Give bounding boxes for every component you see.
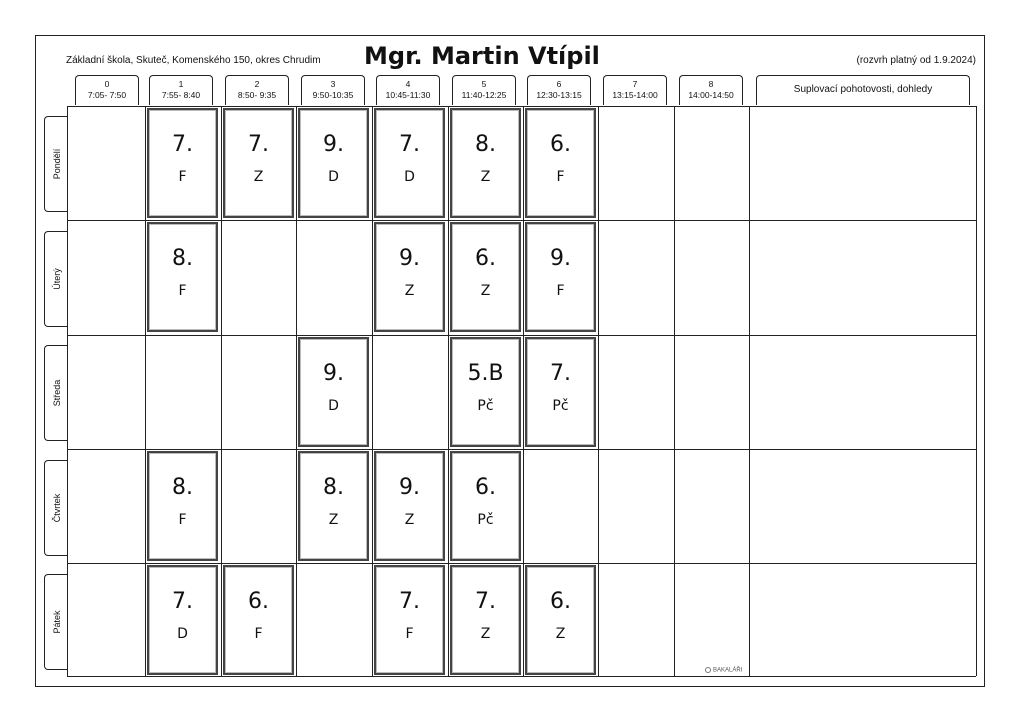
lesson-cell[interactable] bbox=[450, 451, 521, 561]
grid-line-horizontal bbox=[67, 563, 976, 564]
period-time: 11:40-12:25 bbox=[461, 90, 507, 100]
lesson-class: 7. bbox=[550, 361, 571, 386]
period-number: 5 bbox=[481, 79, 487, 89]
period-number: 7 bbox=[632, 79, 638, 89]
grid-line-vertical bbox=[598, 106, 599, 676]
lesson-class: 6. bbox=[248, 589, 269, 614]
period-time: 13:15-14:00 bbox=[612, 90, 658, 100]
period-time: 7:55- 8:40 bbox=[161, 90, 201, 100]
grid-line-horizontal bbox=[67, 106, 976, 107]
logo-icon bbox=[705, 667, 711, 673]
lesson-subject: Pč bbox=[477, 398, 494, 414]
period-number: 8 bbox=[708, 79, 714, 89]
day-name: Středa bbox=[51, 379, 62, 407]
lesson-cell[interactable] bbox=[525, 222, 596, 332]
lesson-subject: D bbox=[328, 398, 339, 414]
lesson-cell[interactable] bbox=[298, 451, 369, 561]
lesson-class: 9. bbox=[550, 246, 571, 271]
lesson-cell[interactable] bbox=[450, 565, 521, 675]
lesson-subject: Pč bbox=[477, 512, 494, 528]
validity-note: (rozvrh platný od 1.9.2024) bbox=[856, 55, 976, 66]
lesson-cell[interactable] bbox=[450, 337, 521, 447]
grid-line-vertical bbox=[372, 106, 373, 676]
school-name: Základní škola, Skuteč, Komenského 150, okres Chrudim bbox=[66, 55, 321, 66]
day-name: Pátek bbox=[51, 610, 62, 634]
lesson-cell[interactable] bbox=[374, 222, 445, 332]
lesson-class: 9. bbox=[323, 132, 344, 157]
lesson-subject: F bbox=[254, 626, 263, 642]
lesson-subject: Z bbox=[404, 283, 415, 299]
lesson-cell[interactable] bbox=[525, 337, 596, 447]
lesson-class: 7. bbox=[248, 132, 269, 157]
lesson-cell[interactable] bbox=[374, 451, 445, 561]
lesson-subject: F bbox=[556, 169, 565, 185]
lesson-class: 7. bbox=[172, 589, 193, 614]
grid-line-vertical bbox=[67, 106, 68, 676]
period-number: 3 bbox=[330, 79, 336, 89]
grid-line-vertical bbox=[145, 106, 146, 676]
lesson-cell[interactable] bbox=[525, 565, 596, 675]
lesson-subject: F bbox=[178, 512, 187, 528]
period-number: 6 bbox=[556, 79, 562, 89]
grid-line-vertical bbox=[674, 106, 675, 676]
lesson-subject: F bbox=[556, 283, 565, 299]
period-number: 4 bbox=[405, 79, 411, 89]
logo-text: BAKALÁŘI bbox=[713, 667, 743, 674]
grid-line-horizontal bbox=[67, 449, 976, 450]
day-name: Úterý bbox=[51, 268, 62, 290]
lesson-cell[interactable] bbox=[147, 565, 218, 675]
lesson-subject: F bbox=[178, 169, 187, 185]
lesson-class: 8. bbox=[323, 475, 344, 500]
period-time: 7:05- 7:50 bbox=[87, 90, 127, 100]
grid-line-vertical bbox=[976, 106, 977, 676]
lesson-subject: F bbox=[178, 283, 187, 299]
period-number: 0 bbox=[104, 79, 110, 89]
lesson-class: 9. bbox=[399, 475, 420, 500]
lesson-subject: Z bbox=[480, 626, 491, 642]
lesson-cell[interactable] bbox=[147, 222, 218, 332]
grid-line-horizontal bbox=[67, 335, 976, 336]
lesson-cell[interactable] bbox=[450, 222, 521, 332]
lesson-class: 9. bbox=[323, 361, 344, 386]
lesson-cell[interactable] bbox=[374, 565, 445, 675]
lesson-cell[interactable] bbox=[450, 108, 521, 218]
lesson-class: 7. bbox=[475, 589, 496, 614]
lesson-cell[interactable] bbox=[374, 108, 445, 218]
grid-line-vertical bbox=[749, 106, 750, 676]
lesson-class: 9. bbox=[399, 246, 420, 271]
lesson-class: 7. bbox=[399, 132, 420, 157]
lesson-subject: D bbox=[177, 626, 188, 642]
period-time: 10:45-11:30 bbox=[385, 90, 431, 100]
lesson-subject: F bbox=[405, 626, 414, 642]
day-name: Pondělí bbox=[51, 148, 62, 180]
lesson-cell[interactable] bbox=[147, 451, 218, 561]
period-number: 1 bbox=[178, 79, 184, 89]
day-name: Čtvrtek bbox=[51, 493, 62, 523]
lesson-cell[interactable] bbox=[525, 108, 596, 218]
lesson-cell[interactable] bbox=[298, 337, 369, 447]
lesson-subject: Z bbox=[480, 169, 491, 185]
lesson-subject: D bbox=[404, 169, 415, 185]
lesson-cell[interactable] bbox=[298, 108, 369, 218]
lesson-class: 7. bbox=[172, 132, 193, 157]
lesson-cell[interactable] bbox=[223, 108, 294, 218]
lesson-subject: Z bbox=[253, 169, 264, 185]
lesson-subject: Z bbox=[328, 512, 339, 528]
period-time: 12:30-13:15 bbox=[536, 90, 582, 100]
lesson-subject: Z bbox=[480, 283, 491, 299]
grid-line-vertical bbox=[221, 106, 222, 676]
grid-line-vertical bbox=[523, 106, 524, 676]
lesson-class: 6. bbox=[550, 132, 571, 157]
substitution-header: Suplovací pohotovosti, dohledy bbox=[756, 75, 970, 105]
bakalari-logo bbox=[705, 667, 742, 674]
lesson-class: 7. bbox=[399, 589, 420, 614]
lesson-cell[interactable] bbox=[223, 565, 294, 675]
teacher-name: Mgr. Martin Vtípil bbox=[364, 42, 600, 70]
period-time: 8:50- 9:35 bbox=[237, 90, 277, 100]
grid-line-horizontal bbox=[67, 676, 976, 677]
lesson-cell[interactable] bbox=[147, 108, 218, 218]
lesson-class: 6. bbox=[550, 589, 571, 614]
grid-line-horizontal bbox=[67, 220, 976, 221]
lesson-subject: Pč bbox=[552, 398, 569, 414]
grid-line-vertical bbox=[296, 106, 297, 676]
period-number: 2 bbox=[254, 79, 260, 89]
lesson-subject: Z bbox=[404, 512, 415, 528]
lesson-class: 8. bbox=[172, 246, 193, 271]
lesson-class: 8. bbox=[475, 132, 496, 157]
lesson-class: 6. bbox=[475, 246, 496, 271]
lesson-class: 8. bbox=[172, 475, 193, 500]
lesson-subject: Z bbox=[555, 626, 566, 642]
period-time: 9:50-10:35 bbox=[312, 90, 354, 100]
lesson-class: 5.B bbox=[467, 361, 504, 386]
period-time: 14:00-14:50 bbox=[688, 90, 734, 100]
grid-line-vertical bbox=[448, 106, 449, 676]
lesson-subject: D bbox=[328, 169, 339, 185]
lesson-class: 6. bbox=[475, 475, 496, 500]
